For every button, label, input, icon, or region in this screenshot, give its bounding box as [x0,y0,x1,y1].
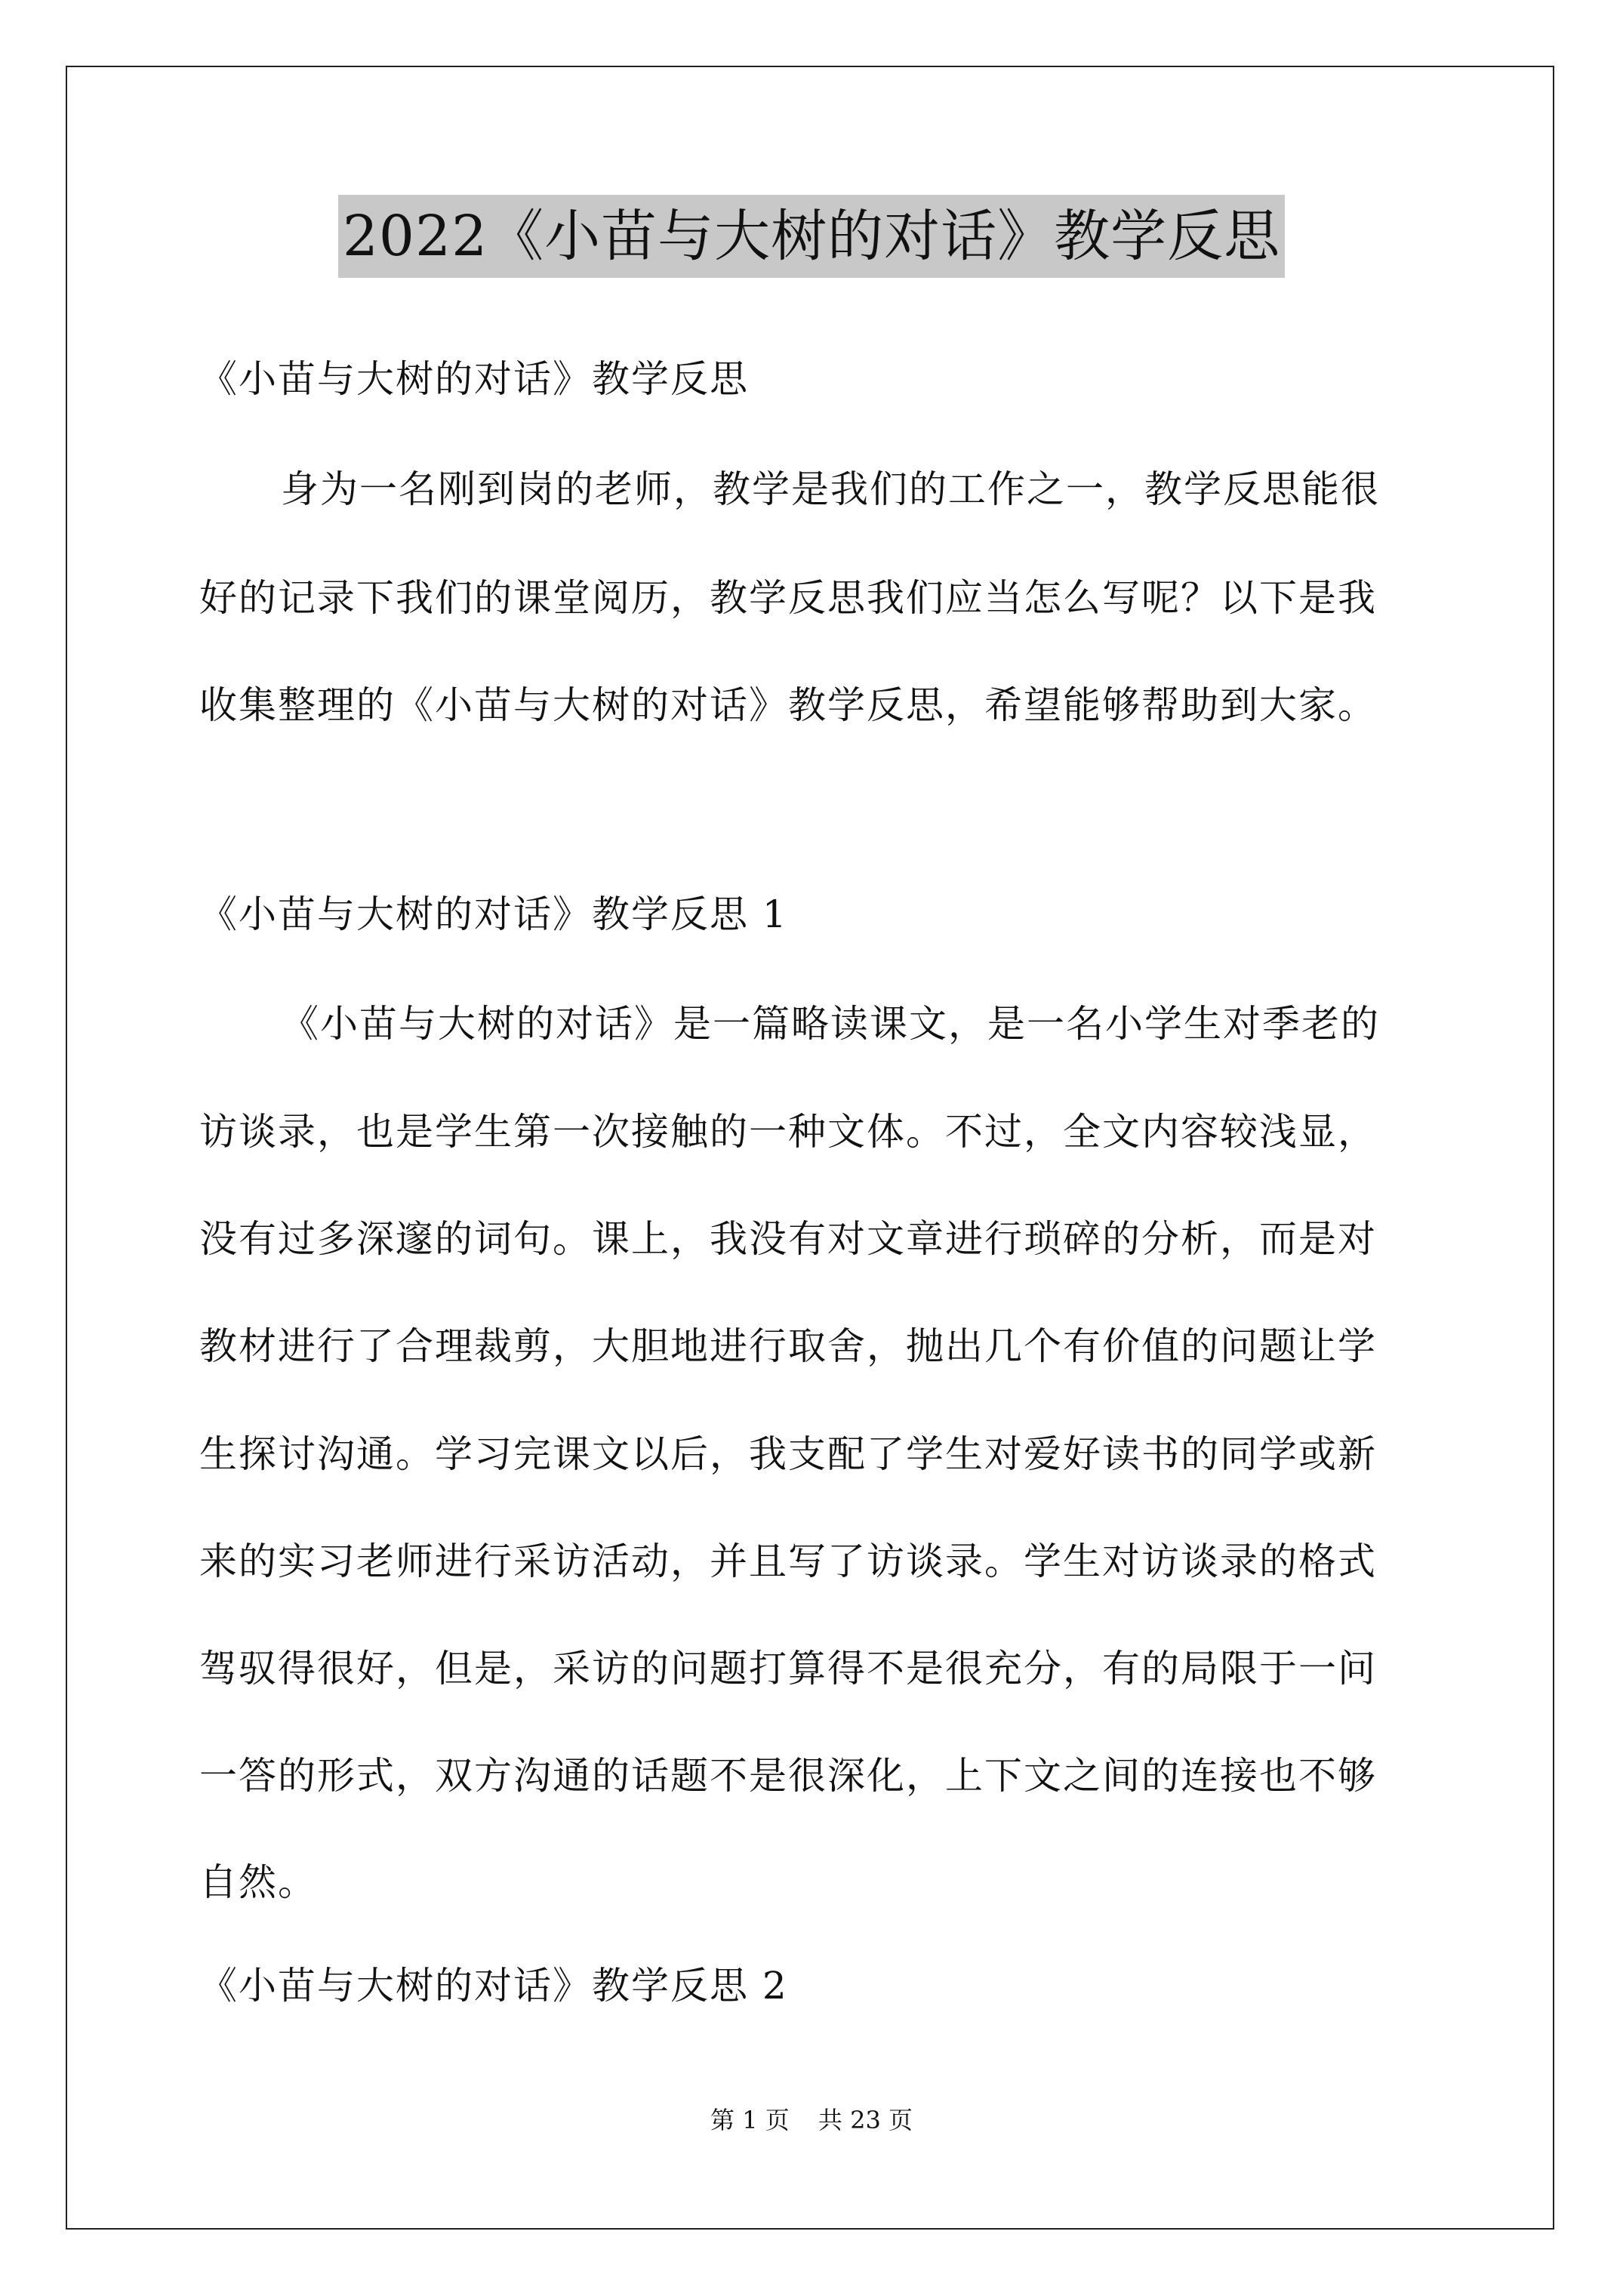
subheading: 《小苗与大树的对话》教学反思 [199,357,749,401]
intro-line: 身为一名刚到岗的老师，教学是我们的工作之一，教学反思能很 [281,467,1380,511]
section1-line: 教材进行了合理裁剪，大胆地进行取舍，抛出几个有价值的问题让学 [199,1324,1377,1368]
page-total: 共 23 页 [818,2106,913,2134]
intro-line: 好的记录下我们的课堂阅历，教学反思我们应当怎么写呢？以下是我 [199,576,1377,620]
section1-line: 《小苗与大树的对话》是一篇略读课文，是一名小学生对季老的 [281,1002,1380,1046]
section1-line: 来的实习老师进行采访活动，并且写了访谈录。学生对访谈录的格式 [199,1539,1377,1583]
section1-line: 一答的形式，双方沟通的话题不是很深化，上下文之间的连接也不够 [199,1754,1377,1798]
intro-line: 收集整理的《小苗与大树的对话》教学反思，希望能够帮助到大家。 [199,683,1377,727]
section1-line: 生探讨沟通。学习完课文以后，我支配了学生对爱好读书的同学或新 [199,1432,1377,1476]
section1-line: 自然。 [199,1860,317,1904]
page-number: 第 1 页 [710,2106,790,2134]
section-heading-2: 《小苗与大树的对话》教学反思 2 [199,1964,788,2008]
section1-line: 访谈录，也是学生第一次接触的一种文体。不过，全文内容较浅显， [199,1110,1377,1154]
section-heading-1: 《小苗与大树的对话》教学反思 1 [199,892,788,936]
section1-line: 没有过多深邃的词句。课上，我没有对文章进行琐碎的分析，而是对 [199,1217,1377,1261]
title-container [0,195,1623,278]
document-title: 2022《小苗与大树的对话》教学反思 [338,195,1285,278]
page-footer [0,2101,1623,2139]
section1-line: 驾驭得很好，但是，采访的问题打算得不是很充分，有的局限于一问 [199,1647,1377,1690]
